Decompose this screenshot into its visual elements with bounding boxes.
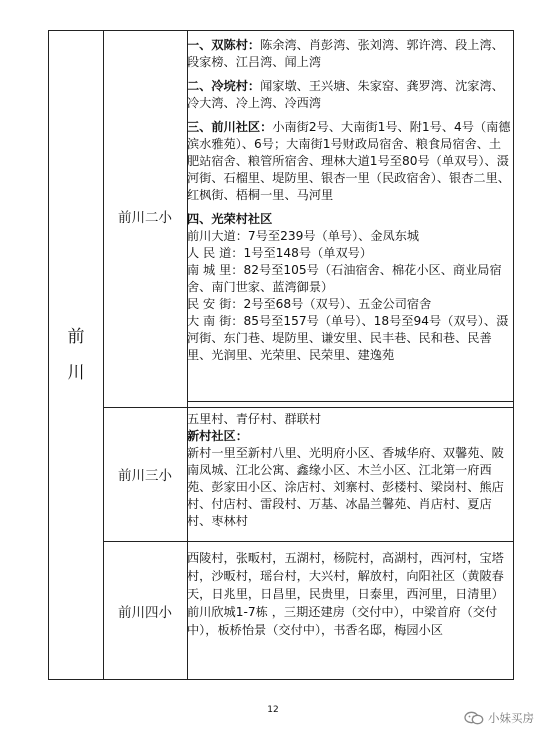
area-cell	[187, 411, 513, 539]
area-block	[187, 211, 513, 364]
school-district-table	[48, 30, 514, 680]
area-text: 闻家墩、王兴塘、朱家窑、龚罗湾、沈家湾、冷大湾、冷上湾、冷西湾	[187, 79, 504, 110]
area-heading: 四、光荣村社区	[187, 212, 273, 226]
area-text: 陈余湾、肖彭湾、张刘湾、郭许湾、段上湾、段家榜、江吕湾、闻上湾	[187, 38, 504, 69]
school-name: 前川三小	[118, 468, 172, 484]
area-heading: 三、前川社区：	[187, 120, 273, 134]
district-char: 前	[67, 327, 85, 347]
area-block	[187, 37, 513, 71]
school-name-cell	[103, 541, 187, 680]
area-text: 前川大道：7号至239号（单号）、金凤东城 人 民 道：1号至148号（单双号） 南 城 里：82号至105号（石油宿舍、棉花小区、商业局宿舍、南门世家、蓝湾御景） 民 安 街：2号至68号（双号）、五金公司宿舍 大 南 街：85号至157号（单号）、18号至94号（双号）、滠河街、东门巷、堤防里、谦安里、民丰巷、民和巷、民善里、光润里、光荣里、民荣里、建逸苑	[187, 229, 509, 362]
area-block	[187, 78, 513, 112]
area-heading: 二、冷垸村：	[187, 79, 261, 93]
area-text: 五里村、青仔村、群联村	[187, 412, 322, 426]
row-divider	[187, 401, 513, 402]
school-name: 前川四小	[118, 604, 172, 621]
district-char: 川	[67, 363, 85, 383]
area-block	[187, 119, 513, 204]
wechat-icon	[464, 711, 484, 725]
school-name-cell	[103, 407, 187, 541]
area-heading: 一、双陈村：	[187, 38, 261, 52]
area-cell	[187, 549, 513, 677]
page-number: 12	[267, 705, 279, 715]
area-text: 新村一里至新村八里、光明府小区、香城华府、双馨苑、陂南凤城、江北公寓、鑫缘小区、木兰小区、江北第一府西苑、彭家田小区、涂店村、刘寨村、彭楼村、梁岗村、熊店村、付店村、雷段村、万基、冰晶兰馨苑、肖店村、夏店村、枣林村	[187, 446, 504, 528]
area-text: 小南街2号、大南街1号、附1号、4号（南德滨水雅苑）、6号；大南街1号财政局宿舍、粮食局宿舍、土肥站宿舍、粮管所宿舍、理林大道1号至80号（单双号）、滠河街、石榴里、堤防里、银杏一里（民政宿舍）、银杏二里、红枫街、梧桐一里、马河里	[187, 120, 511, 202]
district-cell	[49, 31, 103, 679]
watermark-text: 小妹买房	[488, 711, 534, 725]
area-heading: 新村社区：	[187, 429, 248, 443]
school-name: 前川二小	[118, 210, 172, 226]
school-name-cell	[103, 31, 187, 401]
area-cell	[187, 37, 513, 399]
watermark	[464, 710, 534, 726]
area-text: 西陵村，张畈村，五湖村，杨院村，高湖村，西河村，宝塔村，沙畈村，瑶台村，大兴村，解放村，向阳社区（黄陂春天，日兆里，日昌里，民贵里，日泰里，西河里，日清里） 前川欣城1-7栋 ，三期还建房（交付中），中梁首府（交付中），板桥怡景（交付中），书香名邸，梅园小区	[187, 551, 504, 637]
